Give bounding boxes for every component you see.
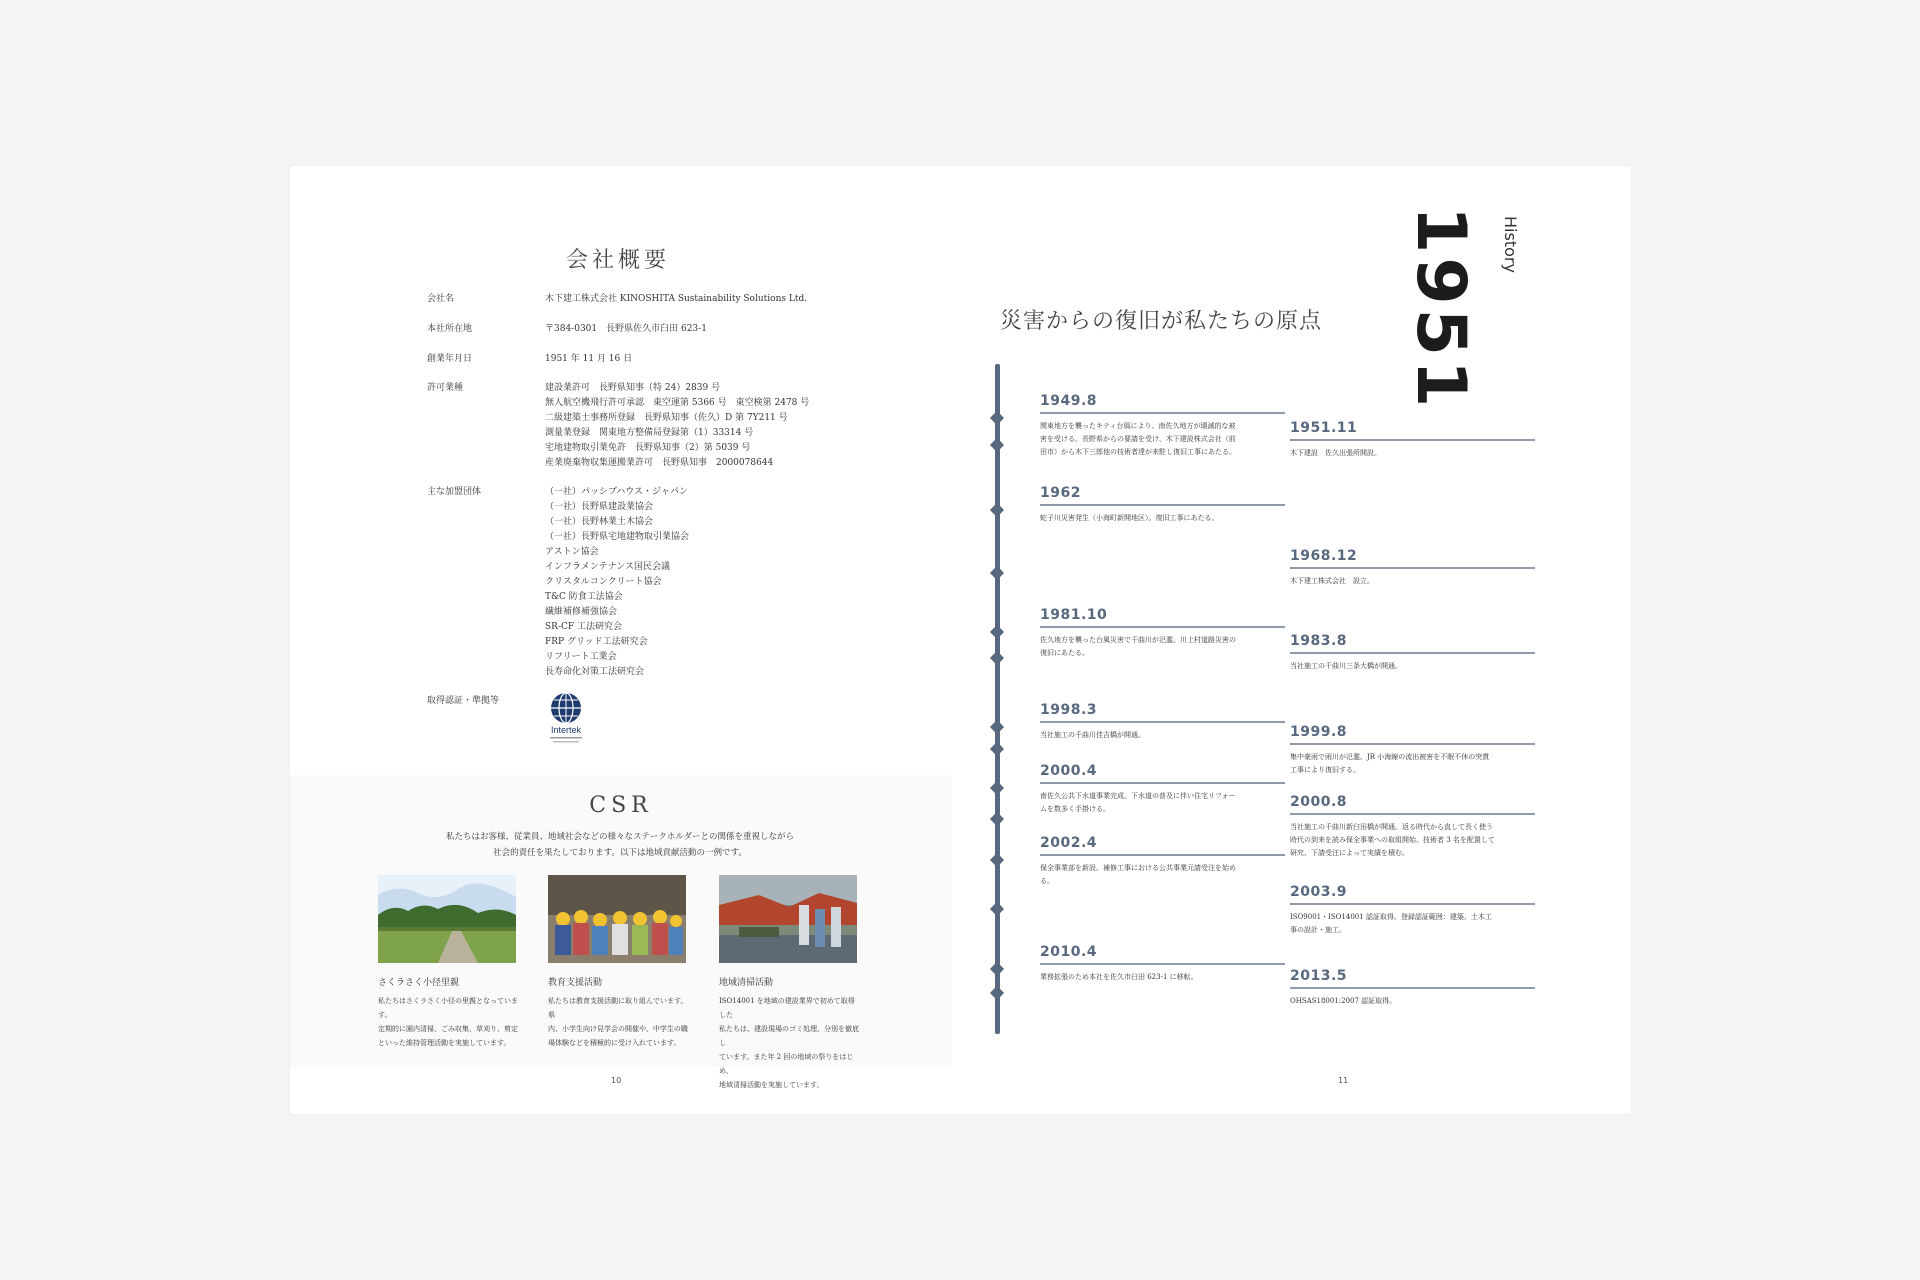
timeline-text (1040, 420, 1285, 459)
timeline-text (1040, 729, 1285, 742)
timeline-text-line: 田市）から木下三郎他の技術者達が来駐し復旧工事にあたる。 (1040, 448, 1236, 456)
overview-label: 創業年月日 (427, 354, 473, 364)
overview-value: 測量業登録 関東地方整備局登録第（1）33314 号 (545, 428, 754, 438)
timeline-text (1290, 995, 1535, 1008)
timeline-text (1290, 751, 1535, 777)
csr-caption: さくラさく小径里親 (378, 978, 460, 988)
csr-text (378, 994, 518, 1050)
timeline-entry (1040, 944, 1285, 984)
csr-text-line: ISO14001 を地域の建設業界で初めて取得した (719, 997, 855, 1019)
timeline-text-line: 事の設計・施工。 (1290, 926, 1346, 934)
timeline-text-line: 当社施工の千曲川佳吉橋が開通。 (1040, 731, 1145, 739)
timeline-text (1040, 634, 1285, 660)
timeline-entry (1290, 633, 1535, 673)
timeline-text (1040, 512, 1285, 525)
overview-value: （一社）長野県宅地建物取引業協会 (545, 532, 690, 542)
timeline-entry (1290, 968, 1535, 1008)
overview-value: FRP グリッド工法研究会 (545, 637, 648, 647)
timeline-year: 1962 (1040, 485, 1081, 501)
timeline-text (1290, 660, 1535, 673)
overview-value: インフラメンテナンス国民会議 (545, 562, 671, 572)
csr-text (548, 994, 688, 1050)
timeline-text-line: 南佐久公共下水道事業完成。下水道の普及に伴い住宅リフォー (1040, 792, 1236, 800)
csr-text-line: 私たちは、建設現場のゴミ処理、分別を徹底し (719, 1025, 859, 1047)
timeline-entry (1290, 884, 1535, 937)
overview-label: 主な加盟団体 (427, 487, 482, 497)
timeline-entry (1040, 393, 1285, 459)
riverside-park-photo (378, 875, 516, 963)
overview-row-licenses (427, 381, 809, 471)
csr-item-sakura (378, 875, 518, 1050)
timeline-text-line: 関東地方を襲ったキティ台風により、南佐久地方が壊滅的な被 (1040, 422, 1236, 430)
overview-row-founded (427, 352, 632, 367)
overview-value: 二級建築士事務所登録 長野県知事（佐久）D 第 7Y211 号 (545, 413, 788, 423)
timeline-entry (1040, 702, 1285, 742)
csr-text (719, 994, 859, 1092)
overview-value: 木下建工株式会社 KINOSHITA Sustainability Solutions Ltd. (545, 294, 808, 304)
timeline-year: 1968.12 (1290, 548, 1358, 564)
overview-value: （一社）長野県建設業協会 (545, 502, 654, 512)
timeline-year: 1949.8 (1040, 393, 1098, 409)
timeline-year: 2010.4 (1040, 944, 1098, 960)
timeline-text-line: 木下建工株式会社 設立。 (1290, 577, 1374, 585)
csr-caption: 地域清掃活動 (719, 978, 774, 988)
timeline-text-line: 害を受ける。長野県からの要請を受け、木下建設株式会社（前 (1040, 435, 1236, 443)
overview-label: 取得認証・準拠等 (427, 696, 500, 706)
overview-value: 〒384-0301 長野県佐久市臼田 623-1 (545, 324, 707, 334)
csr-caption: 教育支援活動 (548, 978, 603, 988)
overview-row-certifications (427, 694, 545, 709)
timeline-text-line: 蛇子川災害発生（小海町新開地区）。復旧工事にあたる。 (1040, 514, 1219, 522)
timeline-entry (1040, 607, 1285, 660)
timeline-year: 2000.4 (1040, 763, 1098, 779)
timeline-entry (1290, 724, 1535, 777)
timeline-entry (1040, 485, 1285, 525)
page-number: 11 (1338, 1076, 1349, 1085)
timeline-text (1040, 971, 1285, 984)
timeline-text-line: 時代の到来を読み保全事業への取組開始。技術者 3 名を配置して (1290, 836, 1495, 844)
overview-value: 産業廃棄物収集運搬業許可 長野県知事 2000078644 (545, 458, 774, 468)
timeline-year: 1951.11 (1290, 420, 1358, 436)
csr-title: CSR (589, 793, 653, 818)
overview-value: T&C 防食工法協会 (545, 592, 623, 602)
history-heading: 災害からの復旧が私たちの原点 (1000, 309, 1323, 334)
page-number: 10 (611, 1076, 622, 1085)
timeline-text-line: 集中豪雨で雨川が氾濫。JR 小海線の流出被害を不眠不休の突貫 (1290, 753, 1490, 761)
timeline-text-line: 保全事業部を新設。補修工事における公共事業元請受注を始め (1040, 864, 1236, 872)
company-overview-title: 会社概要 (566, 248, 671, 273)
timeline-entry (1040, 835, 1285, 888)
timeline-text (1040, 862, 1285, 888)
cert-logo-name: Intertek (550, 725, 582, 735)
timeline-year: 2003.9 (1290, 884, 1348, 900)
overview-value: 宅地建物取引業免許 長野県知事（2）第 5039 号 (545, 443, 751, 453)
timeline-text-line: 復旧にあたる。 (1040, 649, 1089, 657)
overview-value: 繊維補修補強協会 (545, 607, 618, 617)
overview-label: 本社所在地 (427, 324, 473, 334)
timeline-entry (1290, 794, 1535, 860)
timeline-entry (1290, 420, 1535, 460)
timeline-year: 2000.8 (1290, 794, 1348, 810)
timeline-text-line: ISO9001・ISO14001 認証取得。登録認証範囲：建築、土木工 (1290, 913, 1492, 921)
timeline-year: 1983.8 (1290, 633, 1348, 649)
overview-row-address (427, 322, 707, 337)
timeline-text-line: 佐久地方を襲った台風災害で千曲川が氾濫。川上村道路災害の (1040, 636, 1236, 644)
overview-label: 許可業種 (427, 383, 464, 393)
timeline-year: 2002.4 (1040, 835, 1098, 851)
overview-row-company-name (427, 292, 807, 307)
timeline-text-line: 業務拡張のため本社を佐久市臼田 623-1 に移転。 (1040, 973, 1198, 981)
csr-text-line: 場体験などを積極的に受け入れています。 (548, 1039, 681, 1047)
overview-value: SR-CF 工法研究会 (545, 622, 622, 632)
timeline-text (1290, 575, 1535, 588)
left-page (290, 166, 960, 1114)
overview-value: 1951 年 11 月 16 日 (545, 354, 633, 364)
history-year: 1951 (1401, 206, 1480, 412)
timeline-text-line: 当社施工の千曲川新臼田橋が開通。返る時代から直して長く使う (1290, 823, 1493, 831)
timeline-year: 1999.8 (1290, 724, 1348, 740)
students-photo (548, 875, 686, 963)
timeline-text (1290, 911, 1535, 937)
csr-text-line: 私たちはさくラさく小径の里親となっています。 (378, 997, 518, 1019)
history-label: History (1501, 216, 1520, 273)
csr-text-line: といった維持管理活動を実施しています。 (378, 1039, 511, 1047)
timeline-text-line: 当社施工の千曲川三条大橋が開通。 (1290, 662, 1402, 670)
timeline-text-line: OHSAS18001:2007 認証取得。 (1290, 997, 1397, 1005)
csr-item-education (548, 875, 688, 1050)
timeline-text (1040, 790, 1285, 816)
timeline-entry (1040, 763, 1285, 816)
timeline-entry (1290, 548, 1535, 588)
csr-text-line: ています。また年 2 回の地域の祭りをはじめ、 (719, 1053, 854, 1075)
csr-text-line: 内、小学生向け見学会の開催や、中学生の職 (548, 1025, 688, 1033)
csr-text-line: 私たちは教育支援活動に取り組んでいます。県 (548, 997, 688, 1019)
csr-lead (370, 829, 870, 861)
street-cleaning-photo (719, 875, 857, 963)
timeline-text-line: 工事により復旧する。 (1290, 766, 1360, 774)
intertek-globe-icon (546, 690, 586, 746)
overview-value: リフリート工業会 (545, 652, 617, 662)
overview-value: 長寿命化対策工法研究会 (545, 667, 645, 677)
timeline-year: 1998.3 (1040, 702, 1098, 718)
overview-label: 会社名 (427, 294, 455, 304)
timeline-text-line: 木下建設 佐久出張所開設。 (1290, 449, 1381, 457)
overview-value: 無人航空機飛行許可承認 東空運第 5366 号 東空検第 2478 号 (545, 398, 810, 408)
overview-row-memberships (427, 485, 689, 680)
timeline-axis (995, 364, 1000, 1034)
csr-text-line: 定期的に園内清掃、ごみ収集、草刈り、剪定 (378, 1025, 518, 1033)
overview-value: アストン協会 (545, 547, 599, 557)
timeline-text-line: ムを数多く手掛ける。 (1040, 805, 1110, 813)
timeline-text-line: 研究、下請受注によって実績を積む。 (1290, 849, 1409, 857)
csr-lead-line: 社会的責任を果たしております。以下は地域貢献活動の一例です。 (493, 848, 747, 858)
timeline-text-line: る。 (1040, 877, 1054, 885)
overview-value: 建設業許可 長野県知事（特 24）2839 号 (545, 383, 721, 393)
csr-text-line: 地域清掃活動を実施しています。 (719, 1081, 824, 1089)
csr-lead-line: 私たちはお客様、従業員、地域社会などの様々なステークホルダーとの関係を重視しながら (446, 832, 794, 842)
timeline-year: 1981.10 (1040, 607, 1108, 623)
timeline-year: 2013.5 (1290, 968, 1348, 984)
timeline-text (1290, 821, 1535, 860)
overview-value: クリスタルコンクリート協会 (545, 577, 662, 587)
overview-value: （一社）長野林業土木協会 (545, 517, 654, 527)
timeline-text (1290, 447, 1535, 460)
csr-item-cleaning (719, 875, 859, 1092)
overview-value: （一社）パッシブハウス・ジャパン (545, 487, 688, 497)
